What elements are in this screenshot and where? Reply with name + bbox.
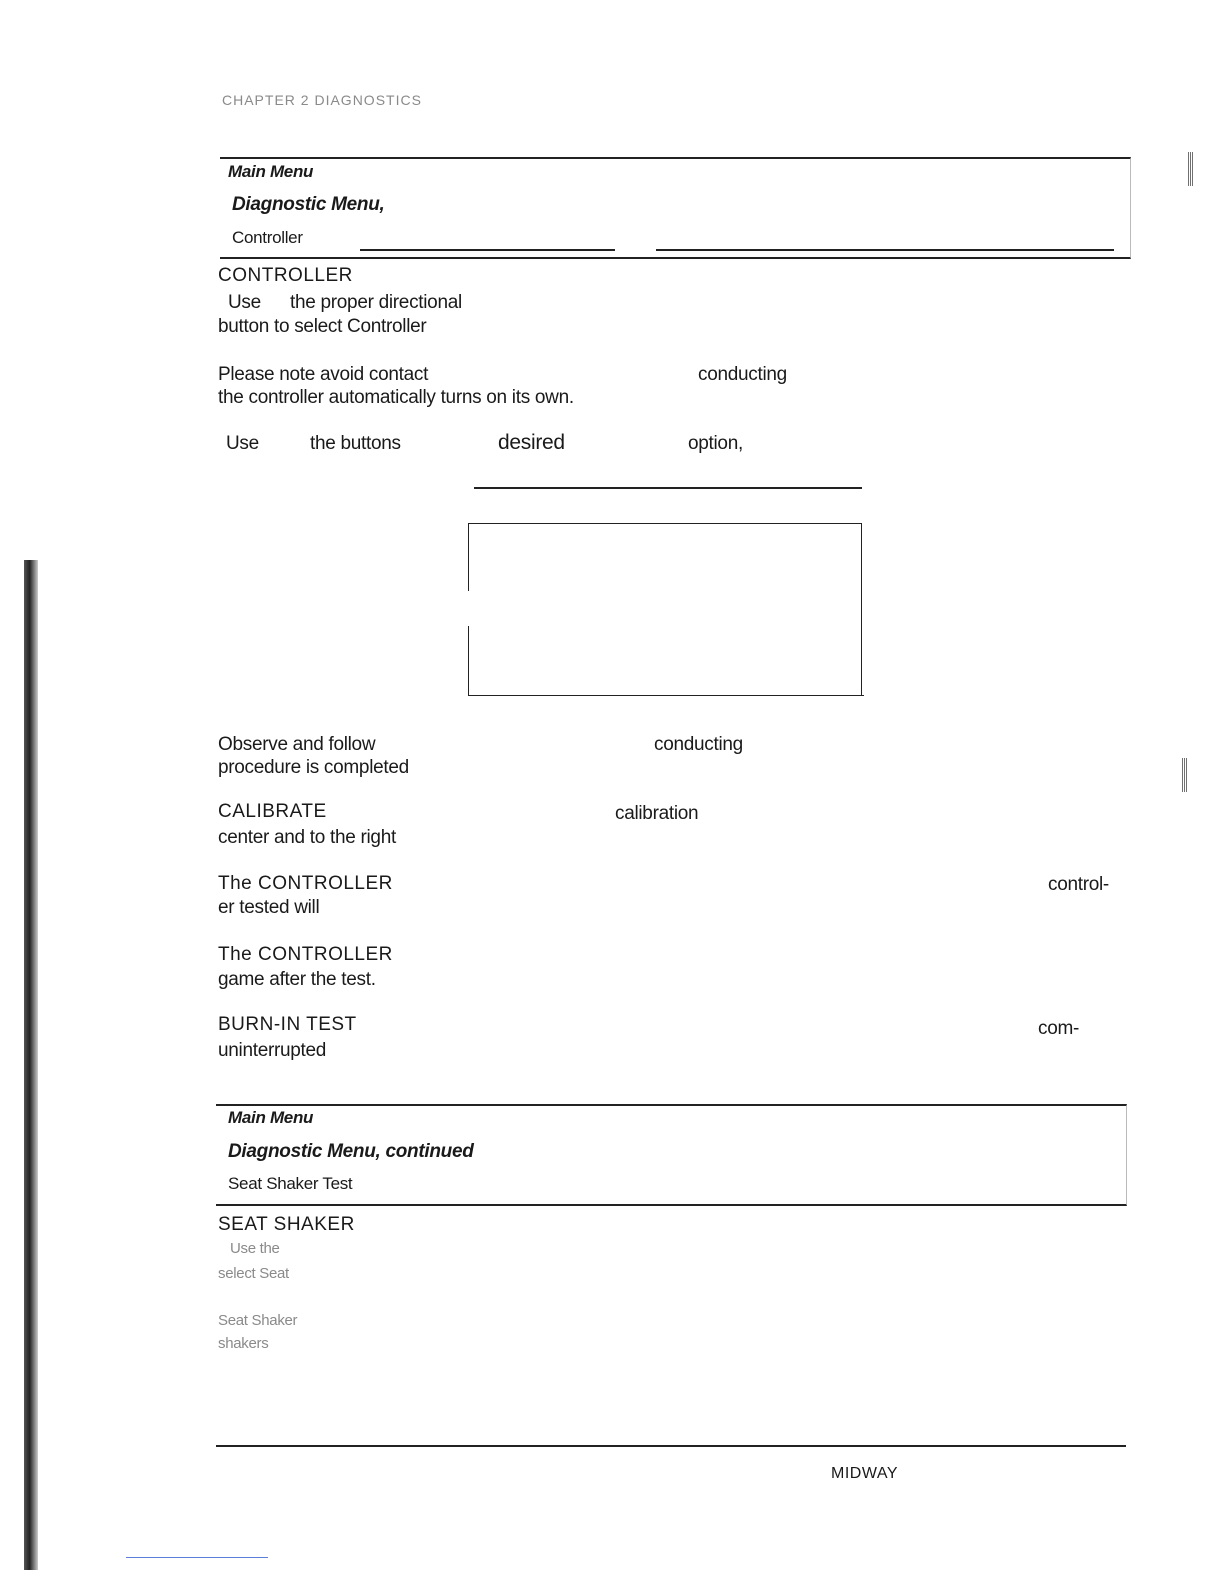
- screen-caption-rule: [474, 487, 862, 489]
- controller-p1-line2: button to select Controller: [218, 316, 427, 337]
- observe-line2: procedure is completed: [218, 757, 409, 778]
- burnin-text: com-: [1038, 1018, 1080, 1039]
- calibrate-line2: center and to the right: [218, 827, 396, 848]
- scan-binding-edge: [24, 560, 38, 1570]
- burnin-label: BURN-IN TEST: [218, 1014, 357, 1035]
- controller2-line2: game after the test.: [218, 969, 376, 990]
- scan-blue-line: [126, 1557, 268, 1558]
- nav-underline-left: [360, 249, 615, 251]
- nav-main-menu-label: Main Menu: [228, 162, 314, 181]
- seat-line1: Use the: [230, 1240, 280, 1257]
- controller-p2-b: conducting: [698, 364, 787, 385]
- nav2-seat-shaker-label: Seat Shaker Test: [228, 1174, 353, 1193]
- nav2-diagnostic-menu-label: Diagnostic Menu, continued: [228, 1141, 474, 1162]
- scan-mark-mid: [1182, 758, 1188, 792]
- calibrate-text: calibration: [615, 803, 699, 824]
- controller-p2-line2: the controller automatically turns on its own.: [218, 387, 574, 408]
- controller-p3-d: option,: [688, 433, 743, 454]
- screen-frame-top: [468, 523, 862, 524]
- nav-underline-right: [656, 249, 1114, 251]
- footer-rule: [216, 1445, 1126, 1447]
- controller-p3-a: Use: [226, 433, 259, 454]
- nav2-main-menu-label: Main Menu: [228, 1108, 314, 1127]
- observe-line1-b: conducting: [654, 734, 743, 755]
- controller1-line2: er tested will: [218, 897, 320, 918]
- seat-line4: shakers: [218, 1335, 269, 1352]
- controller-p2-a: Please note avoid contact: [218, 364, 429, 385]
- seat-shaker-heading: SEAT SHAKER: [218, 1214, 355, 1235]
- observe-line1-a: Observe and follow: [218, 734, 376, 755]
- screen-frame-bottom: [468, 695, 864, 696]
- screen-frame-left-bottom: [468, 626, 469, 696]
- seat-line2: select Seat: [218, 1265, 289, 1282]
- screen-frame-right: [861, 523, 862, 696]
- footer-brand: MIDWAY: [831, 1465, 898, 1482]
- controller1-text: control-: [1048, 874, 1109, 895]
- controller-heading: CONTROLLER: [218, 265, 353, 286]
- controller-p3-c: desired: [498, 431, 565, 454]
- controller-p1-b: the proper directional: [290, 292, 462, 313]
- nav-diagnostic-menu-label: Diagnostic Menu,: [232, 194, 385, 215]
- burnin-line2: uninterrupted: [218, 1040, 327, 1061]
- calibrate-label: CALIBRATE: [218, 801, 327, 822]
- controller2-label: The CONTROLLER: [218, 944, 393, 965]
- running-head: CHAPTER 2 DIAGNOSTICS: [222, 92, 422, 108]
- controller1-label: The CONTROLLER: [218, 873, 393, 894]
- scan-mark-top: [1188, 152, 1194, 186]
- controller-p1-a: Use: [228, 292, 261, 313]
- nav-controller-label: Controller: [232, 228, 303, 247]
- seat-line3: Seat Shaker: [218, 1312, 298, 1329]
- screen-frame-left-top: [468, 523, 469, 591]
- controller-p3-b: the buttons: [310, 433, 401, 454]
